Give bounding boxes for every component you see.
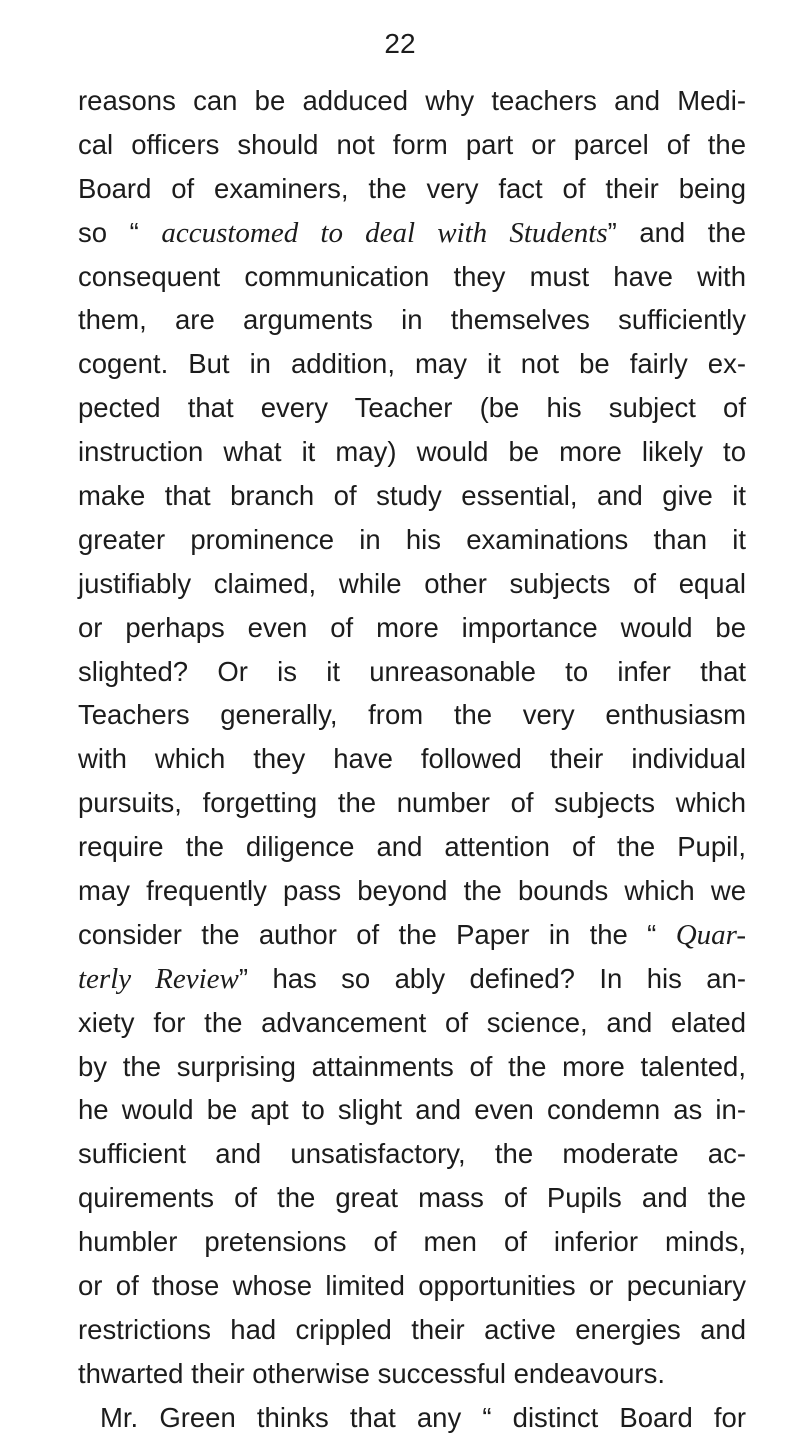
text-segment: pected that every Teacher (be his subject of [78,392,746,424]
page-number: 22 [384,28,416,59]
text-line [78,693,746,737]
italic-text-segment: accustomed to deal with Students [161,216,608,249]
text-line [78,298,746,342]
text-segment: cal officers should not form part or parcel of the [78,128,746,160]
text-line [78,386,746,430]
text-segment: consequent communication they must have with [78,260,746,292]
text-segment: Mr. Green thinks that any “ distinct Board for [100,1401,746,1433]
text-segment: so “ [78,216,162,248]
text-line [78,1176,746,1220]
text-segment: reasons can be adduced why teachers and Medi- [78,85,746,116]
text-segment: or perhaps even of more importance would be [78,611,746,643]
text-segment: greater prominence in his examinations than it [78,523,746,555]
text-line [78,913,746,957]
text-line [78,957,746,1001]
text-line [78,737,746,781]
text-line [78,1088,746,1132]
text-segment: thwarted their otherwise successful endeavours. [78,1357,665,1389]
text-segment: quirements of the great mass of Pupils and the [78,1182,746,1214]
text-segment: xiety for the advancement of science, and elated [78,1006,746,1038]
text-line [78,1220,746,1264]
text-segment: ” has so ably defined? In his an- [238,962,747,994]
text-segment: Teachers generally, from the very enthusiasm [78,699,746,731]
text-line [78,1308,746,1352]
text-segment: instruction what it may) would be more likely to [78,436,746,468]
body-text [78,79,746,1440]
text-line [78,518,746,562]
text-line [78,825,746,869]
text-line [78,474,746,518]
text-segment: make that branch of study essential, and give it [78,480,746,512]
italic-text-segment: Quar- [675,918,746,951]
text-segment: humbler pretensions of men of inferior minds, [78,1226,746,1258]
text-segment: justifiably claimed, while other subjects of equal [78,567,746,599]
text-segment: require the diligence and attention of the Pupil, [78,831,746,863]
text-line [78,211,746,255]
text-segment: pursuits, forgetting the number of subjects which [78,787,746,819]
text-segment: slighted? Or is it unreasonable to infer that [78,655,746,687]
text-line [78,1001,746,1045]
text-line [78,255,746,299]
text-line [78,123,746,167]
text-segment: may frequently pass beyond the bounds which we [78,875,746,907]
text-segment: consider the author of the Paper in the “ [78,918,676,950]
text-line [78,1264,746,1308]
text-segment: or of those whose limited opportunities or pecuniary [78,1270,746,1302]
text-line [78,430,746,474]
text-line [78,650,746,694]
text-line [78,1396,746,1440]
text-line [78,342,746,386]
text-line [78,562,746,606]
text-segment: sufficient and unsatisfactory, the moderate ac- [78,1138,746,1170]
text-segment: restrictions had crippled their active energies and [78,1313,746,1345]
text-line [78,167,746,211]
text-line [78,606,746,650]
text-line [78,1045,746,1089]
text-segment: them, are arguments in themselves sufficiently [78,304,746,336]
text-segment: Board of examiners, the very fact of their being [78,172,746,204]
text-segment: with which they have followed their individual [78,743,746,775]
text-segment: he would be apt to slight and even condemn as in- [78,1094,746,1126]
text-line [78,1352,746,1396]
text-segment: by the surprising attainments of the more talented, [78,1050,746,1082]
text-line [78,1132,746,1176]
text-line [78,869,746,913]
text-line [78,781,746,825]
text-segment: cogent. But in addition, may it not be fairly ex- [78,348,746,380]
text-segment: ” and the [607,216,746,248]
italic-text-segment: terly Review [78,962,239,995]
text-line [78,79,746,123]
